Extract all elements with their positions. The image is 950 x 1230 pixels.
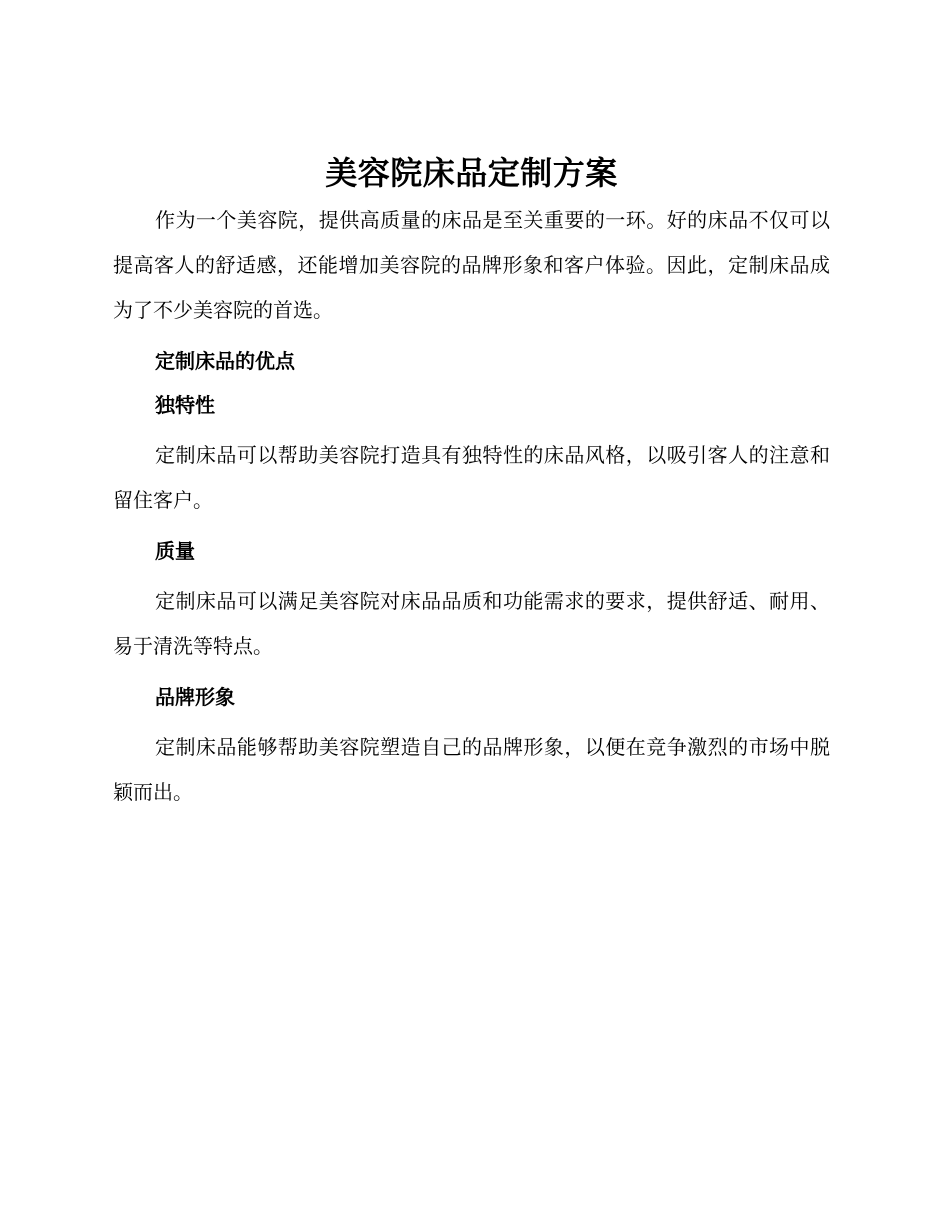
section-body: 定制床品可以帮助美容院打造具有独特性的床品风格，以吸引客人的注意和留住客户。: [113, 443, 830, 512]
document-page: [113, 150, 830, 815]
advantages-heading: 定制床品的优点: [155, 349, 295, 373]
document-title: 美容院床品定制方案: [325, 154, 618, 192]
section-body: 定制床品能够帮助美容院塑造自己的品牌形象，以便在竞争激烈的市场中脱颖而出。: [113, 735, 830, 804]
section-heading: 独特性: [155, 393, 215, 417]
section-heading: 质量: [155, 539, 195, 563]
section-heading: 品牌形象: [155, 685, 235, 709]
section-uniqueness: [113, 389, 830, 523]
intro-paragraph: 作为一个美容院，提供高质量的床品是至关重要的一环。好的床品不仅可以提高客人的舒适感，还能增加美容院的品牌形象和客户体验。因此，定制床品成为了不少美容院的首选。: [113, 208, 830, 322]
section-brand-image: [113, 681, 830, 815]
section-quality: [113, 535, 830, 669]
section-body: 定制床品可以满足美容院对床品品质和功能需求的要求，提供舒适、耐用、易于清洗等特点。: [113, 589, 830, 658]
